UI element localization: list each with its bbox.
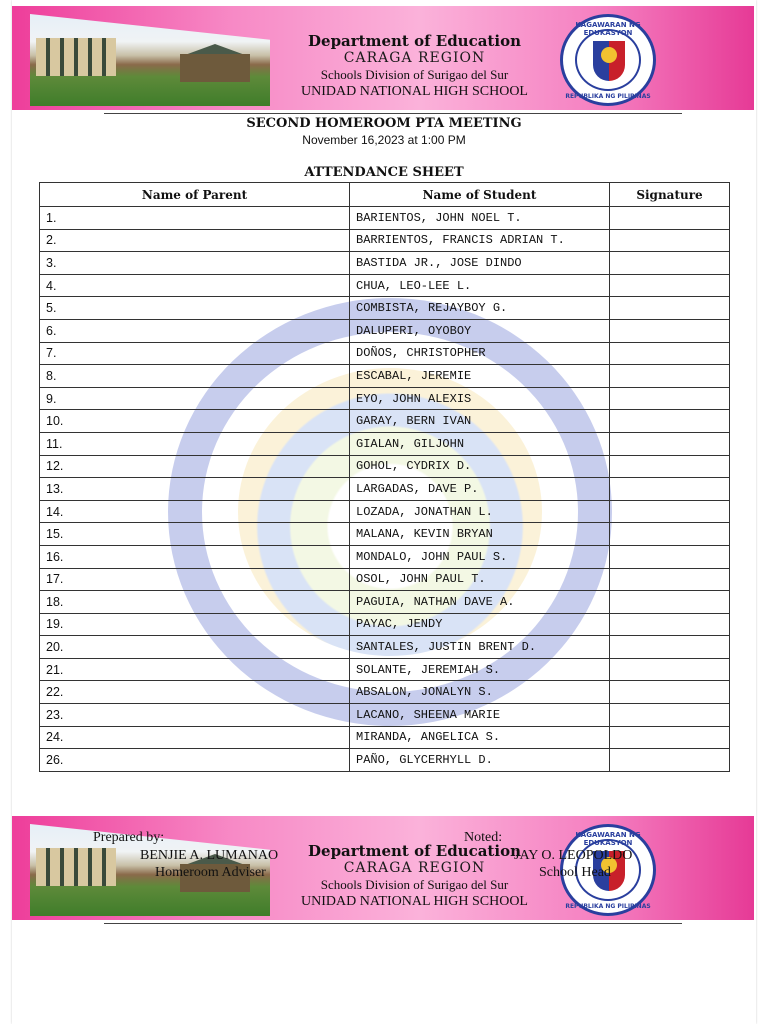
header-text — [282, 32, 547, 100]
header-rule — [104, 113, 682, 114]
table-row — [40, 410, 730, 433]
division-name: Schools Division of Surigao del Sur — [320, 67, 509, 82]
table-row — [40, 704, 730, 727]
parent-name-cell[interactable]: 6. — [40, 319, 350, 342]
signature-cell[interactable] — [610, 749, 730, 772]
signature-cell[interactable] — [610, 704, 730, 727]
column-header: Signature — [610, 183, 730, 207]
signature-cell[interactable] — [610, 523, 730, 546]
parent-name-cell[interactable]: 18. — [40, 591, 350, 614]
parent-name-cell[interactable]: 7. — [40, 342, 350, 365]
student-name-cell: DOÑOS, CHRISTOPHER — [350, 342, 610, 365]
parent-name-cell[interactable]: 13. — [40, 478, 350, 501]
parent-name-cell[interactable]: 24. — [40, 726, 350, 749]
table-row — [40, 319, 730, 342]
student-name-cell: BASTIDA JR., JOSE DINDO — [350, 252, 610, 275]
table-row — [40, 545, 730, 568]
table-row — [40, 658, 730, 681]
signature-cell[interactable] — [610, 387, 730, 410]
student-name-cell: EYO, JOHN ALEXIS — [350, 387, 610, 410]
student-name-cell: DALUPERI, OYOBOY — [350, 319, 610, 342]
column-header: Name of Parent — [40, 183, 350, 207]
student-name-cell: MALANA, KEVIN BRYAN — [350, 523, 610, 546]
parent-name-cell[interactable]: 11. — [40, 432, 350, 455]
parent-name-cell[interactable]: 17. — [40, 568, 350, 591]
parent-name-cell[interactable]: 21. — [40, 658, 350, 681]
student-name-cell: OSOL, JOHN PAUL T. — [350, 568, 610, 591]
table-row — [40, 636, 730, 659]
parent-name-cell[interactable]: 23. — [40, 704, 350, 727]
student-name-cell: BARRIENTOS, FRANCIS ADRIAN T. — [350, 229, 610, 252]
column-header: Name of Student — [350, 183, 610, 207]
table-row — [40, 387, 730, 410]
table-row — [40, 478, 730, 501]
signature-cell[interactable] — [610, 229, 730, 252]
department-name: Department of Education — [308, 32, 521, 50]
student-name-cell: LARGADAS, DAVE P. — [350, 478, 610, 501]
attendance-table — [39, 182, 730, 772]
table-row — [40, 500, 730, 523]
table-row — [40, 207, 730, 230]
table-row — [40, 749, 730, 772]
student-name-cell: PAYAC, JENDY — [350, 613, 610, 636]
student-name-cell: SANTALES, JUSTIN BRENT D. — [350, 636, 610, 659]
table-row — [40, 455, 730, 478]
signature-cell[interactable] — [610, 568, 730, 591]
student-name-cell: MONDALO, JOHN PAUL S. — [350, 545, 610, 568]
parent-name-cell[interactable]: 3. — [40, 252, 350, 275]
region-name: CARAGA REGION — [343, 860, 486, 876]
table-row — [40, 681, 730, 704]
signature-cell[interactable] — [610, 591, 730, 614]
signature-cell[interactable] — [610, 500, 730, 523]
table-row — [40, 591, 730, 614]
table-row — [40, 342, 730, 365]
table-row — [40, 432, 730, 455]
parent-name-cell[interactable]: 20. — [40, 636, 350, 659]
parent-name-cell[interactable]: 14. — [40, 500, 350, 523]
deped-seal-icon: KAGAWARAN NG EDUKASYON REPUBLIKA NG PILIPINAS — [560, 14, 656, 106]
table-row — [40, 523, 730, 546]
signature-cell[interactable] — [610, 274, 730, 297]
signature-cell[interactable] — [610, 319, 730, 342]
signature-cell[interactable] — [610, 681, 730, 704]
division-name: Schools Division of Surigao del Sur — [320, 877, 509, 892]
table-row — [40, 274, 730, 297]
noted-role: School Head — [539, 865, 611, 880]
parent-name-cell[interactable]: 1. — [40, 207, 350, 230]
student-name-cell: MIRANDA, ANGELICA S. — [350, 726, 610, 749]
signature-cell[interactable] — [610, 410, 730, 433]
student-name-cell: ABSALON, JONALYN S. — [350, 681, 610, 704]
header-banner — [12, 6, 754, 110]
meeting-date: November 16,2023 at 1:00 PM — [302, 133, 466, 147]
signature-cell[interactable] — [610, 207, 730, 230]
student-name-cell: LOZADA, JONATHAN L. — [350, 500, 610, 523]
student-name-cell: COMBISTA, REJAYBOY G. — [350, 297, 610, 320]
footer-rule — [104, 923, 682, 924]
signature-cell[interactable] — [610, 726, 730, 749]
student-name-cell: BARIENTOS, JOHN NOEL T. — [350, 207, 610, 230]
signature-cell[interactable] — [610, 478, 730, 501]
prepared-name: BENJIE A. LUMANAO — [140, 848, 279, 863]
table-row — [40, 365, 730, 388]
sheet-title: ATTENDANCE SHEET — [304, 165, 464, 180]
school-name: UNIDAD NATIONAL HIGH SCHOOL — [301, 84, 528, 99]
signature-cell[interactable] — [610, 342, 730, 365]
student-name-cell: GIALAN, GILJOHN — [350, 432, 610, 455]
student-name-cell: CHUA, LEO-LEE L. — [350, 274, 610, 297]
signature-cell[interactable] — [610, 658, 730, 681]
signature-cell[interactable] — [610, 432, 730, 455]
student-name-cell: PAÑO, GLYCERHYLL D. — [350, 749, 610, 772]
parent-name-cell[interactable]: 9. — [40, 387, 350, 410]
noted-label: Noted: — [464, 830, 503, 845]
student-name-cell: PAGUIA, NATHAN DAVE A. — [350, 591, 610, 614]
parent-name-cell[interactable]: 15. — [40, 523, 350, 546]
student-name-cell: ESCABAL, JEREMIE — [350, 365, 610, 388]
noted-name: JAY O. LEOPOLDO — [514, 848, 633, 863]
parent-name-cell[interactable]: 10. — [40, 410, 350, 433]
parent-name-cell[interactable]: 16. — [40, 545, 350, 568]
student-name-cell: SOLANTE, JEREMIAH S. — [350, 658, 610, 681]
signature-cell[interactable] — [610, 252, 730, 275]
parent-name-cell[interactable]: 4. — [40, 274, 350, 297]
footer-header-text — [282, 842, 547, 910]
parent-name-cell[interactable]: 26. — [40, 749, 350, 772]
parent-name-cell[interactable]: 12. — [40, 455, 350, 478]
table-row — [40, 613, 730, 636]
prepared-role: Homeroom Adviser — [155, 865, 266, 880]
department-name: Department of Education — [308, 842, 521, 860]
meeting-title: SECOND HOMEROOM PTA MEETING — [246, 116, 522, 131]
prepared-label: Prepared by: — [93, 830, 165, 845]
parent-name-cell[interactable]: 8. — [40, 365, 350, 388]
signature-cell[interactable] — [610, 455, 730, 478]
region-name: CARAGA REGION — [343, 50, 486, 66]
student-name-cell: GOHOL, CYDRIX D. — [350, 455, 610, 478]
table-row — [40, 229, 730, 252]
table-row — [40, 726, 730, 749]
table-row — [40, 252, 730, 275]
signature-cell[interactable] — [610, 365, 730, 388]
signature-cell[interactable] — [610, 613, 730, 636]
school-photo — [30, 14, 270, 106]
student-name-cell: LACANO, SHEENA MARIE — [350, 704, 610, 727]
deped-seal-icon: KAGAWARAN NG EDUKASYON REPUBLIKA NG PILIPINAS — [560, 824, 656, 916]
signature-cell[interactable] — [610, 636, 730, 659]
table-row — [40, 297, 730, 320]
student-name-cell: GARAY, BERN IVAN — [350, 410, 610, 433]
table-row — [40, 568, 730, 591]
parent-name-cell[interactable]: 19. — [40, 613, 350, 636]
signature-cell[interactable] — [610, 545, 730, 568]
signature-cell[interactable] — [610, 297, 730, 320]
parent-name-cell[interactable]: 22. — [40, 681, 350, 704]
parent-name-cell[interactable]: 2. — [40, 229, 350, 252]
table-header-row — [40, 183, 730, 207]
school-name: UNIDAD NATIONAL HIGH SCHOOL — [301, 894, 528, 909]
parent-name-cell[interactable]: 5. — [40, 297, 350, 320]
